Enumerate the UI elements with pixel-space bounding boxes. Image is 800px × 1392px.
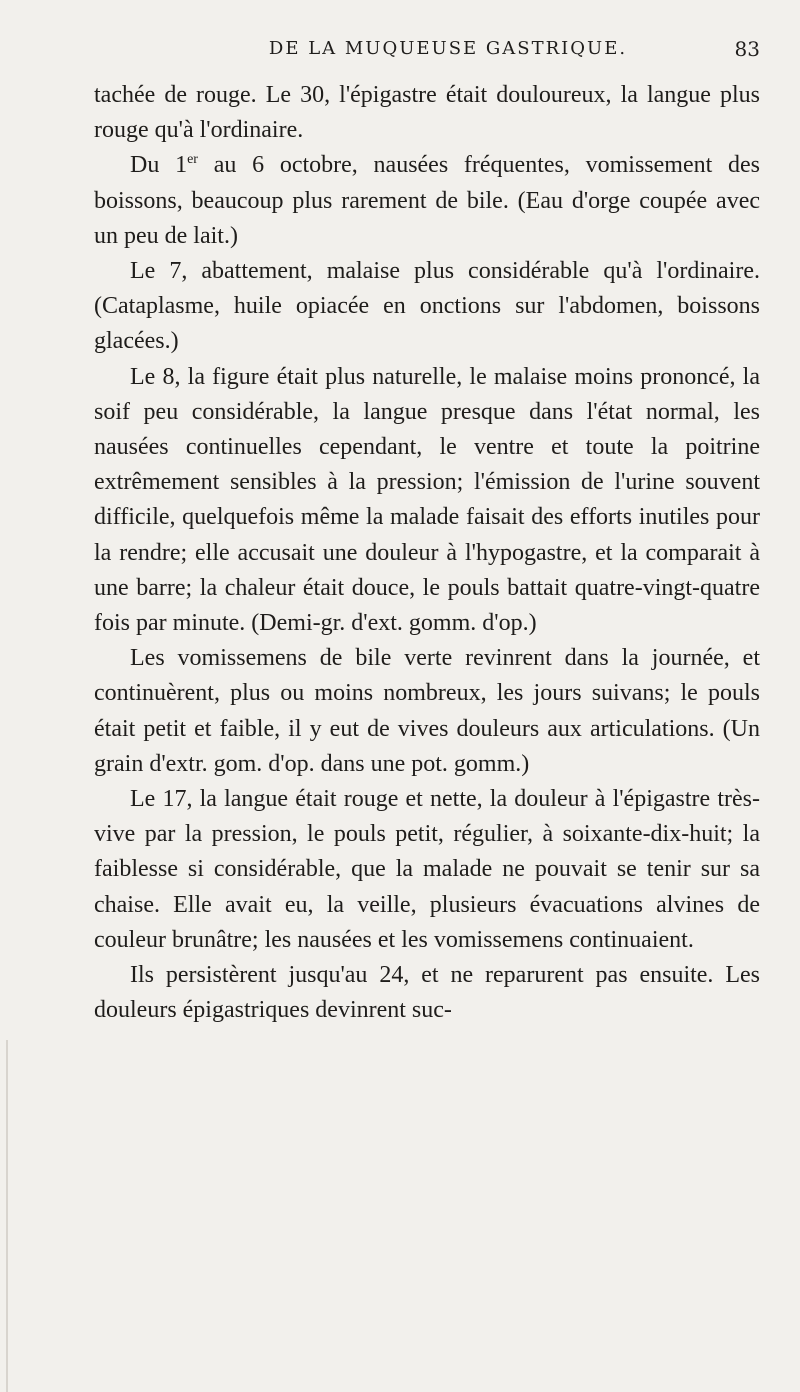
paragraph-7: Ils persistèrent jusqu'au 24, et ne reparurent pas ensuite. Les douleurs épigastriques devinrent suc- xyxy=(94,962,760,1024)
body-text xyxy=(94,78,760,1028)
paragraph-1: tachée de rouge. Le 30, l'épigastre était douloureux, la langue plus rouge qu'à l'ordinaire. xyxy=(94,82,760,144)
paragraph-2-start: Du 1 xyxy=(130,152,188,179)
ordinal-superscript: er xyxy=(187,152,198,168)
page-header xyxy=(136,34,760,64)
paragraph-5: Les vomissemens de bile verte revinrent dans la journée, et continuèrent, plus ou moins nombreux, les jours suivans; le pouls était petit et faible, il y eut de vives douleurs aux articulations. (Un grain d'extr. gom. d'op. dans une pot. gomm.) xyxy=(94,645,760,777)
paragraph-6: Le 17, la langue était rouge et nette, la douleur à l'épigastre très-vive par la pression, le pouls petit, régulier, à soixante-dix-huit; la faiblesse si considérable, que la malade ne pouvait se tenir sur sa chaise. Elle avait eu, la veille, plusieurs évacuations alvines de couleur brunâtre; les nausées et les vomissemens continuaient. xyxy=(94,786,760,953)
paragraph-2 xyxy=(94,148,760,254)
page-number: 83 xyxy=(734,37,760,61)
paragraph-4: Le 8, la figure était plus naturelle, le malaise moins prononcé, la soif peu considérable, la langue presque dans l'état normal, les nausées continuelles cependant, le ventre et toute la poitrine extrêmement sensibles à la pression; l'émission de l'urine souvent difficile, quelquefois même la malade faisait des efforts inutiles pour la rendre; elle accusait une douleur à l'hypogastre, et la comparait à une barre; la chaleur était douce, le pouls battait quatre-vingt-quatre fois par minute. (Demi-gr. d'ext. gomm. d'op.) xyxy=(94,363,760,637)
running-title: DE LA MUQUEUSE GASTRIQUE. xyxy=(268,38,628,59)
page-fold-line xyxy=(6,1040,8,1392)
paragraph-3: Le 7, abattement, malaise plus considérable qu'à l'ordinaire. (Cataplasme, huile opiacée en onctions sur l'abdomen, boissons glacées.) xyxy=(94,258,760,355)
paragraph-2-rest: au 6 octobre, nausées fréquentes, vomissement des boissons, beaucoup plus rarement de bile. (Eau d'orge coupée avec un peu de lait.) xyxy=(94,152,760,249)
